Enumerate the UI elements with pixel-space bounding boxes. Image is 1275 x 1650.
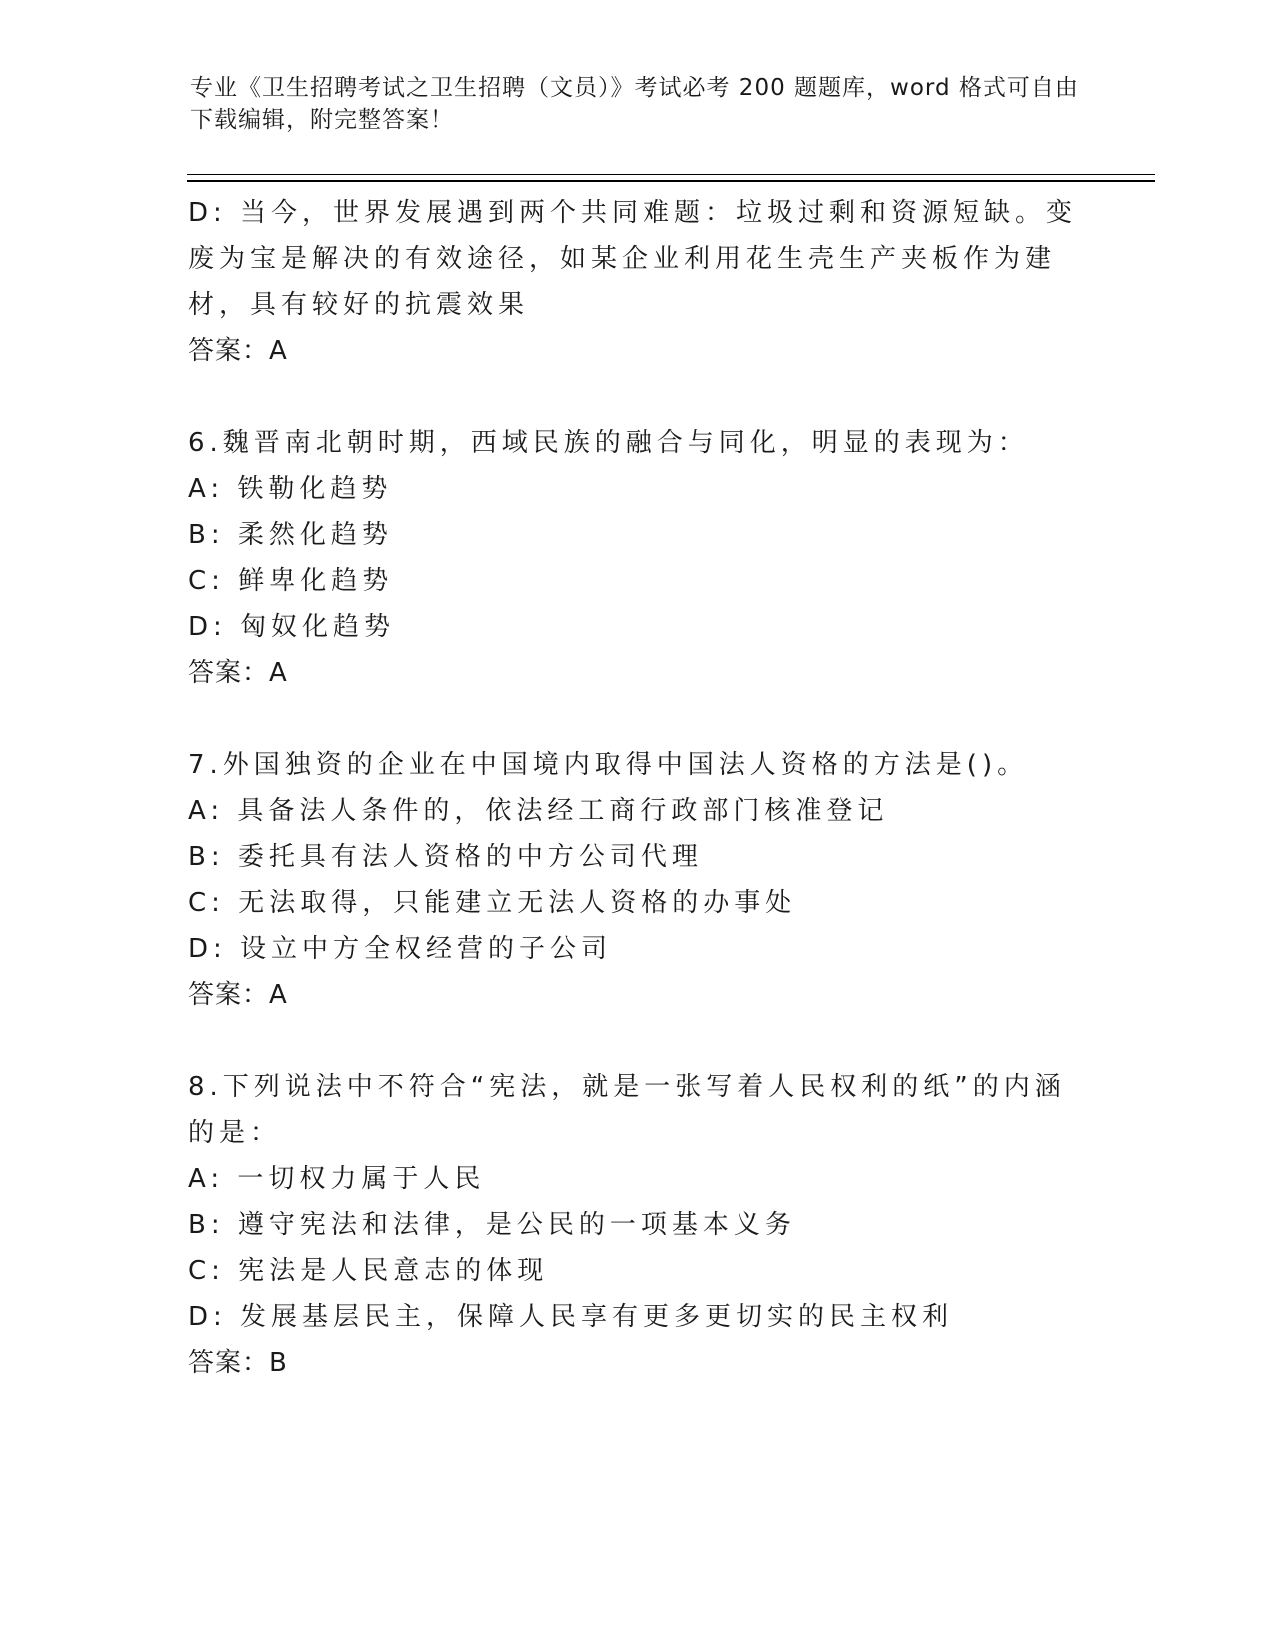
option-text: 具备法人条件的，依法经工商行政部门核准登记 [237,796,889,826]
question-option [188,926,1088,972]
option-label: C: [188,566,225,596]
question-option [188,1202,1088,1248]
option-text: 当今，世界发展遇到两个共同难题：垃圾过剩和资源短缺。变废为宝是解决的有效途径，如某企业利用花生壳生产夹板作为建材，具有较好的抗震效果 [188,198,1078,320]
option-label: D: [188,198,227,228]
option-text: 遵守宪法和法律，是公民的一项基本义务 [237,1210,796,1240]
question-stem: 7.外国独资的企业在中国境内取得中国法人资格的方法是()。 [188,750,1029,780]
option-text: 一切权力属于人民 [237,1164,486,1194]
question-stem: 6.魏晋南北朝时期，西域民族的融合与同化，明显的表现为： [188,428,1029,458]
question-option [188,834,1088,880]
question-option [188,1156,1088,1202]
answer: 答案：A [188,336,288,366]
partial-question-option-d [188,190,1088,328]
option-label: C: [188,1256,225,1286]
answer: 答案：B [188,1348,288,1378]
header-rule-thick [187,180,1155,182]
answer: 答案：A [188,980,288,1010]
option-label: A: [188,474,225,504]
option-label: D: [188,1302,227,1332]
question-option [188,466,1088,512]
question-option [188,1294,1088,1340]
option-label: B: [188,1210,225,1240]
option-label: D: [188,934,227,964]
question-option [188,558,1088,604]
option-text: 铁勒化趋势 [237,474,393,504]
document-header: 专业《卫生招聘考试之卫生招聘（文员）》考试必考 200 题题库，word 格式可自由下载编辑，附完整答案！ [190,75,1079,133]
question-option [188,1248,1088,1294]
option-text: 无法取得，只能建立无法人资格的办事处 [238,888,797,918]
option-label: A: [188,796,225,826]
option-text: 设立中方全权经营的子公司 [240,934,613,964]
answer: 答案：A [188,658,288,688]
question-option [188,512,1088,558]
option-label: A: [188,1164,225,1194]
question-option [188,788,1088,834]
option-label: B: [188,842,225,872]
question-option [188,604,1088,650]
option-label: C: [188,888,225,918]
option-text: 匈奴化趋势 [240,612,396,642]
question-option [188,880,1088,926]
option-label: D: [188,612,227,642]
header-rule-thin [187,174,1155,175]
option-text: 鲜卑化趋势 [238,566,394,596]
question-content [188,190,1088,1386]
question-stem: 8.下列说法中不符合“宪法，就是一张写着人民权利的纸”的内涵的是： [188,1072,1066,1148]
option-text: 宪法是人民意志的体现 [238,1256,549,1286]
option-label: B: [188,520,225,550]
option-text: 发展基层民主，保障人民享有更多更切实的民主权利 [240,1302,954,1332]
option-text: 委托具有法人资格的中方公司代理 [237,842,703,872]
option-text: 柔然化趋势 [237,520,393,550]
